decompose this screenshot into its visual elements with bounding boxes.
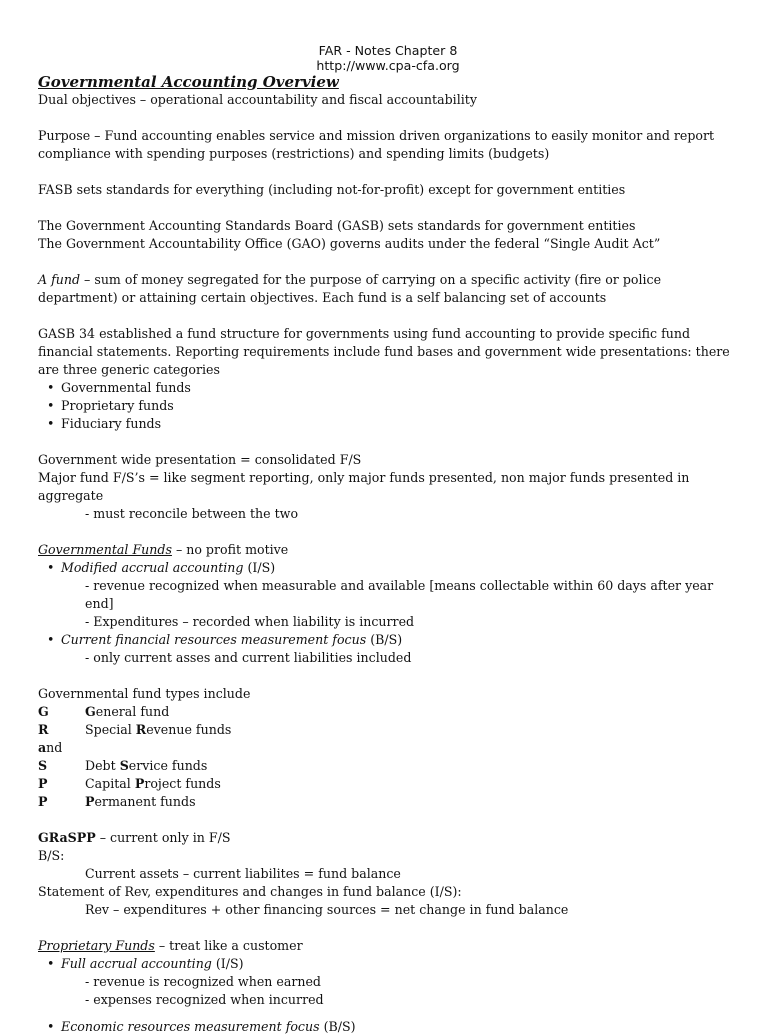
list-item: • Governmental funds (38, 379, 738, 397)
proprietary-funds-term: Proprietary Funds (38, 938, 155, 953)
bullet-rest: (B/S) (319, 1019, 356, 1034)
fund-type-initial: P (134, 776, 145, 791)
bullet-term: Current financial resources measurement focus (61, 632, 367, 647)
governmental-funds-heading (38, 541, 738, 559)
fund-type-pre: Special (85, 722, 136, 737)
fund-type-initial: P (85, 794, 95, 809)
purpose-paragraph: Purpose – Fund accounting enables service and mission driven organizations to easily monitor and report compliance with spending purposes (restrictions) and spending limits (budgets) (38, 128, 715, 161)
fund-type-row (38, 721, 738, 739)
governmental-funds-desc: – no profit motive (171, 542, 289, 557)
and-rest: nd (46, 740, 63, 755)
fund-definition-text: – sum of money segregated for the purpose of carrying on a specific activity (fire or police department) or attaining certain objectives. Each fund is a self balancing set of accounts (38, 272, 662, 305)
fund-type-initial: G (85, 704, 96, 719)
graspp-term: GRaSPP (38, 830, 96, 845)
header-url: http://www.cpa-cfa.org (316, 58, 460, 73)
statement-equation: Rev – expenditures + other financing sources = net change in fund balance (85, 902, 569, 917)
reconcile-line: - must reconcile between the two (85, 506, 299, 521)
fund-type-row (38, 775, 738, 793)
fund-type-rest: roject funds (144, 776, 221, 791)
fund-type-key: P (38, 776, 48, 791)
list-item (38, 1018, 738, 1036)
fund-type-pre: Capital (85, 776, 135, 791)
fund-types-intro: Governmental fund types include (38, 686, 251, 701)
bullet-rest: (I/S) (211, 956, 244, 971)
header-title: FAR - Notes Chapter 8 (318, 43, 458, 58)
sub-line: - only current asses and current liabilities included (85, 650, 412, 665)
fund-type-row (38, 739, 738, 757)
document-page (38, 43, 738, 1036)
bullet-term: Full accrual accounting (61, 956, 212, 971)
graspp-line (38, 829, 738, 847)
fund-type-rest: ervice funds (128, 758, 208, 773)
graspp-rest: – current only in F/S (95, 830, 231, 845)
bullet-term: Economic resources measurement focus (61, 1019, 320, 1034)
proprietary-funds-desc: – treat like a customer (154, 938, 303, 953)
gao-line: The Government Accountability Office (GAO) governs audits under the federal “Single Audit Act” (38, 236, 661, 251)
bs-label: B/S: (38, 848, 65, 863)
fund-type-key (38, 739, 62, 757)
list-item (38, 955, 738, 973)
fund-type-key: R (38, 722, 49, 737)
sub-line: - expenses recognized when incurred (85, 992, 324, 1007)
fund-type-row (38, 793, 738, 811)
fund-type-rest: ermanent funds (94, 794, 196, 809)
sub-line: - revenue recognized when measurable and available [means collectable within 60 days after year end] (85, 578, 714, 611)
government-wide-line: Government wide presentation = consolidated F/S (38, 452, 362, 467)
list-item: • Fiduciary funds (38, 415, 738, 433)
fund-type-key: P (38, 794, 48, 809)
bs-equation: Current assets – current liabilites = fund balance (85, 866, 401, 881)
governmental-funds-term: Governmental Funds (38, 542, 172, 557)
fund-type-row (38, 703, 738, 721)
sub-line: - Expenditures – recorded when liability is incurred (85, 614, 415, 629)
governmental-funds-list (38, 559, 738, 577)
bullet-rest: (I/S) (243, 560, 276, 575)
gasb34-paragraph: GASB 34 established a fund structure for governments using fund accounting to provide specific fund financial statements. Reporting requirements include fund bases and government wide presentations: there are three generic categories (38, 326, 730, 377)
gasb-line: The Government Accounting Standards Board (GASB) sets standards for government entities (38, 218, 636, 233)
sub-line: - revenue is recognized when earned (85, 974, 321, 989)
and-initial: a (38, 740, 47, 755)
fasb-paragraph: FASB sets standards for everything (including not-for-profit) except for government entities (38, 182, 626, 197)
fund-term: A fund (38, 272, 81, 287)
fund-type-rest: evenue funds (146, 722, 232, 737)
list-item (38, 631, 738, 649)
fund-type-key: G (38, 704, 49, 719)
dual-objectives: Dual objectives – operational accountability and fiscal accountability (38, 92, 477, 107)
category-list (38, 379, 738, 433)
proprietary-funds-list-2 (38, 1018, 738, 1036)
fund-definition (38, 271, 738, 307)
fund-type-initial: S (119, 758, 129, 773)
fund-type-rest: eneral fund (95, 704, 170, 719)
fund-type-pre: Debt (85, 758, 120, 773)
fund-type-initial: R (135, 722, 147, 737)
list-item (38, 559, 738, 577)
proprietary-funds-heading (38, 937, 738, 955)
page-header (38, 43, 738, 73)
governmental-funds-list-2 (38, 631, 738, 649)
list-item: • Proprietary funds (38, 397, 738, 415)
section-title: Governmental Accounting Overview (38, 73, 339, 91)
major-fund-line: Major fund F/S’s = like segment reporting, only major funds presented, non major funds presented in aggregate (38, 470, 690, 503)
statement-label: Statement of Rev, expenditures and changes in fund balance (I/S): (38, 884, 462, 899)
bullet-rest: (B/S) (366, 632, 403, 647)
fund-type-row (38, 757, 738, 775)
fund-type-key: S (38, 758, 48, 773)
proprietary-funds-list (38, 955, 738, 973)
bullet-term: Modified accrual accounting (61, 560, 244, 575)
